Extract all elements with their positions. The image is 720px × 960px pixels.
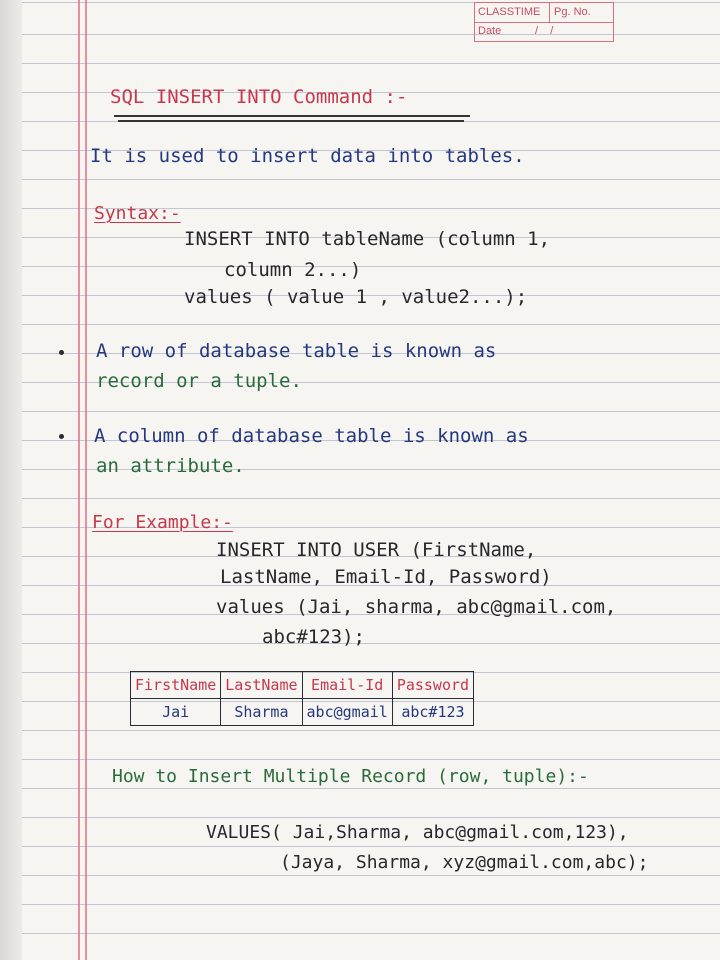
bullet-1-line-2: record or a tuple. xyxy=(96,370,302,392)
page-title: SQL INSERT INTO Command :- xyxy=(110,86,408,108)
title-underline-1 xyxy=(114,115,470,117)
page-number-label: Pg. No. xyxy=(554,6,591,18)
bullet-dot-1 xyxy=(59,350,64,355)
table-header-firstname: FirstName xyxy=(131,672,221,699)
classtime-label: CLASSTIME xyxy=(478,6,541,18)
example-line-4: abc#123); xyxy=(262,626,365,648)
table-cell-firstname: Jai xyxy=(131,699,221,726)
bullet-2-line-2: an attribute. xyxy=(96,455,245,477)
syntax-line-2: column 2...) xyxy=(224,259,362,281)
margin-line-left xyxy=(78,0,80,960)
date-slashes: / / xyxy=(535,25,554,37)
table-cell-lastname: Sharma xyxy=(221,699,302,726)
table-header-password: Password xyxy=(392,672,473,699)
example-line-3: values (Jai, sharma, abc@gmail.com, xyxy=(216,596,617,618)
syntax-line-3: values ( value 1 , value2...); xyxy=(184,286,528,308)
table-header-email: Email-Id xyxy=(302,672,392,699)
table-cell-email: abc@gmail xyxy=(302,699,392,726)
multiple-values-line-1: VALUES( Jai,Sharma, abc@gmail.com,123), xyxy=(206,822,629,843)
table-cell-password: abc#123 xyxy=(392,699,473,726)
classtime-header-box xyxy=(474,2,614,42)
table-row xyxy=(131,699,474,726)
table-header-lastname: LastName xyxy=(221,672,302,699)
syntax-line-1: INSERT INTO tableName (column 1, xyxy=(184,228,551,250)
bullet-dot-2 xyxy=(59,434,64,439)
user-record-table xyxy=(130,671,474,726)
example-line-2: LastName, Email-Id, Password) xyxy=(220,566,552,588)
title-underline-2 xyxy=(118,120,464,122)
multiple-records-heading: How to Insert Multiple Record (row, tuple):- xyxy=(112,766,589,787)
syntax-heading: Syntax:- xyxy=(94,203,181,224)
bullet-1-line-1: A row of database table is known as xyxy=(96,340,497,362)
example-heading: For Example:- xyxy=(92,512,233,533)
intro-text: It is used to insert data into tables. xyxy=(90,145,525,167)
table-header-row xyxy=(131,672,474,699)
margin-line-left-inner xyxy=(85,0,87,960)
bullet-2-line-1: A column of database table is known as xyxy=(94,425,529,447)
example-line-1: INSERT INTO USER (FirstName, xyxy=(216,539,537,561)
date-label: Date xyxy=(478,25,502,37)
multiple-values-line-2: (Jaya, Sharma, xyz@gmail.com,abc); xyxy=(280,852,649,873)
